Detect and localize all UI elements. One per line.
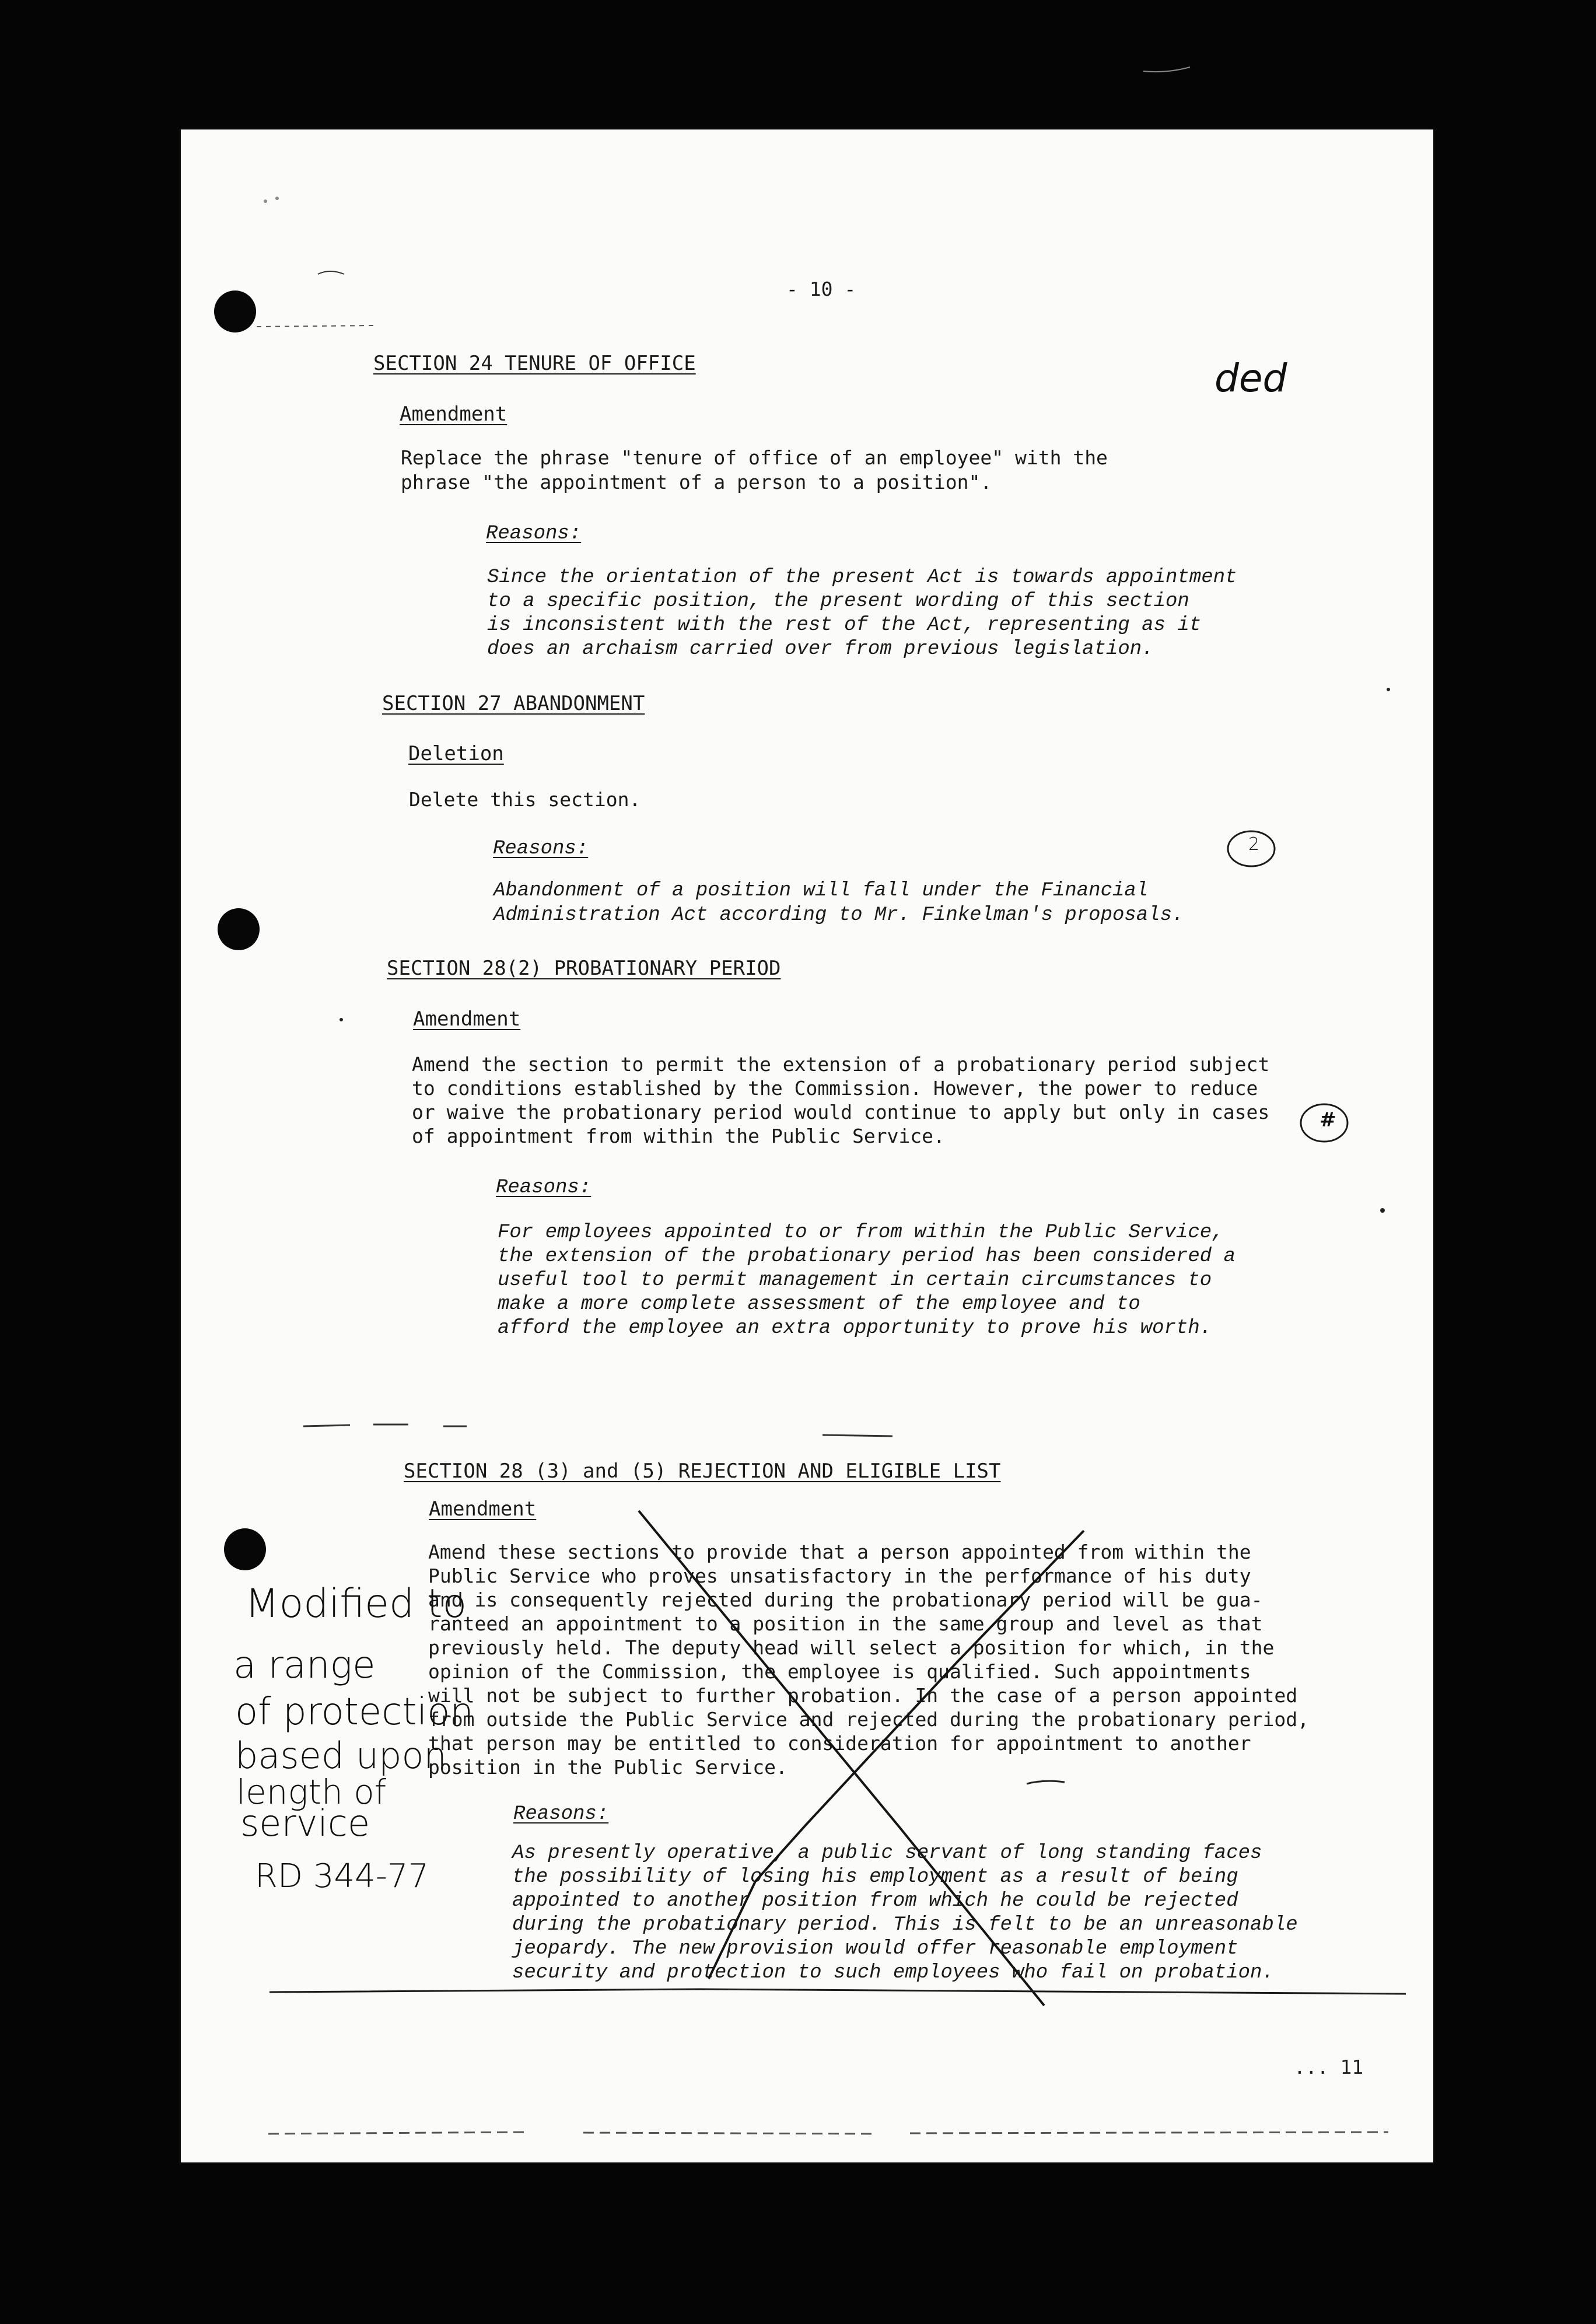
section-action: Deletion: [408, 742, 504, 765]
reasons-label: Reasons:: [513, 1803, 609, 1825]
page-number: - 10 -: [786, 278, 856, 300]
speck: [1387, 688, 1390, 691]
section-body-line: Amend these sections to provide that a person appointed from within the: [428, 1541, 1251, 1563]
section-body-line: position in the Public Service.: [428, 1756, 788, 1779]
dashed-separator: [257, 326, 373, 327]
section-body-line: or waive the probationary period would continue to apply but only in cases: [412, 1101, 1270, 1124]
handwritten-note-line: length of: [236, 1772, 387, 1812]
reasons-line: jeopardy. The new provision would offer reasonable employment: [512, 1938, 1238, 1960]
reasons-line: For employees appointed to or from within the Public Service,: [498, 1222, 1224, 1244]
reasons-line: security and protection to such employees who fail on probation.: [512, 1962, 1274, 1984]
dashed-separator: [822, 1435, 892, 1436]
dashed-separator: [303, 1424, 467, 1426]
speck: [275, 197, 279, 200]
circle-mark-outline: [1301, 1104, 1348, 1142]
section-body-line: to conditions established by the Commission. However, the power to reduce: [412, 1077, 1258, 1100]
section-action: Amendment: [413, 1007, 521, 1031]
horizontal-rule: [270, 1989, 1406, 1994]
handwritten-reference: RD 344-77: [255, 1857, 429, 1895]
handwritten-note-line: service: [240, 1802, 370, 1845]
reasons-line: Since the orientation of the present Act is towards appointment: [487, 566, 1237, 589]
reasons-label: Reasons:: [493, 838, 589, 860]
continuation-marker: ... 11: [1294, 2056, 1364, 2078]
section-heading: SECTION 24 TENURE OF OFFICE: [373, 352, 696, 375]
reasons-label: Reasons:: [486, 523, 582, 545]
cross-out-stroke: [639, 1511, 1044, 2006]
circled-mark: 2: [1248, 834, 1260, 855]
pen-scribble: [318, 271, 344, 274]
section-body-line: and is consequently rejected during the probationary period will be gua-: [428, 1588, 1263, 1611]
section-body-line: from outside the Public Service and rejected during the probationary period,: [428, 1708, 1309, 1731]
reasons-line: Abandonment of a position will fall under the Financial: [494, 880, 1149, 902]
section-body-line: of appointment from within the Public Service.: [412, 1125, 945, 1147]
reasons-line: to a specific position, the present wording of this section: [487, 590, 1189, 612]
section-heading: SECTION 28 (3) and (5) REJECTION AND ELIGIBLE LIST: [404, 1460, 1001, 1483]
pen-scribble: [1027, 1781, 1065, 1784]
handwritten-note-line: a range: [233, 1644, 376, 1687]
section-body-line: that person may be entitled to consideration for appointment to another: [428, 1732, 1251, 1755]
reasons-line: appointed to another position from which he could be rejected: [512, 1890, 1238, 1912]
speck: [264, 200, 267, 203]
section-heading: SECTION 28(2) PROBATIONARY PERIOD: [387, 957, 781, 980]
section-body-line: will not be subject to further probation. In the case of a person appointed: [428, 1684, 1298, 1707]
handwritten-note-line: Modified to: [245, 1581, 467, 1627]
section-body-line: opinion of the Commission, the employee is qualified. Such appointments: [428, 1660, 1251, 1683]
section-body-line: previously held. The deputy head will select a position for which, in the: [428, 1636, 1275, 1659]
circle-mark-outline: [1228, 831, 1275, 866]
section-body-line: Amend the section to permit the extension of a probationary period subject: [412, 1053, 1270, 1076]
speck: [340, 1018, 343, 1021]
handwritten-note-line: based upon: [235, 1734, 447, 1777]
cross-out-stroke: [709, 1531, 1084, 1979]
circled-mark: #: [1320, 1108, 1336, 1132]
reasons-line: the extension of the probationary period has been considered a: [498, 1245, 1236, 1268]
reasons-label: Reasons:: [496, 1177, 592, 1199]
reasons-line: afford the employee an extra opportunity to prove his worth.: [498, 1317, 1212, 1339]
section-body-line: phrase "the appointment of a person to a position".: [401, 471, 992, 494]
reasons-line: As presently operative, a public servant of long standing faces: [512, 1842, 1262, 1864]
speck: [1380, 1208, 1385, 1213]
speck: [1143, 67, 1190, 72]
section-body-line: Replace the phrase "tenure of office of an employee" with the: [401, 446, 1108, 469]
reasons-line: during the probationary period. This is felt to be an unreasonable: [512, 1914, 1298, 1936]
reasons-line: does an archaism carried over from previous legislation.: [487, 638, 1154, 660]
handwritten-initials: ded: [1214, 356, 1287, 401]
section-action: Amendment: [400, 402, 508, 426]
reasons-line: make a more complete assessment of the employee and to: [498, 1293, 1140, 1315]
section-action: Amendment: [429, 1497, 537, 1521]
section-body-line: ranteed an appointment to a position in the same group and level as that: [428, 1612, 1263, 1635]
reasons-line: is inconsistent with the rest of the Act, representing as it: [487, 614, 1202, 636]
handwritten-note-line: of protection: [235, 1690, 474, 1734]
section-heading: SECTION 27 ABANDONMENT: [382, 692, 645, 715]
reasons-line: Administration Act according to Mr. Finkelman's proposals.: [494, 904, 1184, 926]
section-body-line: Delete this section.: [409, 788, 641, 811]
dashed-separator: [268, 2132, 1388, 2134]
section-body-line: Public Service who proves unsatisfactory in the performance of his duty: [428, 1564, 1251, 1587]
reasons-line: useful tool to permit management in certain circumstances to: [498, 1269, 1212, 1292]
reasons-line: the possibility of losing his employment as a result of being: [512, 1866, 1238, 1888]
